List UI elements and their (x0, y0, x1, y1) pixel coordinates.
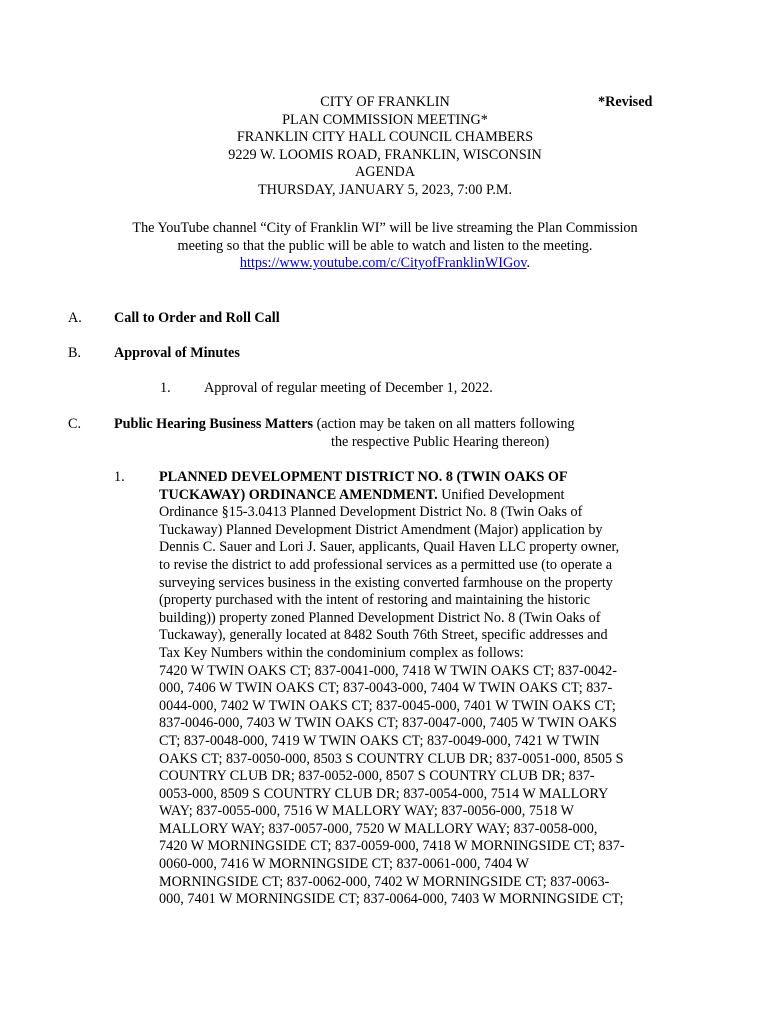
pd-item-line: Tuckaway) Planned Development District Amendment (Major) application by (159, 521, 603, 538)
section-title: Public Hearing Business Matters (114, 416, 314, 432)
section-title: Approval of Minutes (114, 345, 240, 361)
stream-line-2: meeting so that the public will be able to watch and listen to the meeting. (177, 237, 593, 254)
header-address: 9229 W. LOOMIS ROAD, FRANKLIN, WISCONSIN (228, 146, 542, 163)
revised-note: *Revised (598, 94, 653, 110)
pd-item-line: WAY; 837-0055-000, 7516 W MALLORY WAY; 837-0056-000, 7518 W (159, 803, 574, 820)
pd-item-line: 7420 W MORNINGSIDE CT; 837-0059-000, 7418 W MORNINGSIDE CT; 837- (159, 838, 625, 855)
header-location: FRANKLIN CITY HALL COUNCIL CHAMBERS (236, 129, 534, 146)
pd-item-line: 0060-000, 7416 W MORNINGSIDE CT; 837-0061-000, 7404 W (159, 856, 530, 873)
agenda-header (0, 94, 770, 200)
section-note: (action may be taken on all matters following (313, 416, 575, 432)
pd-item-line: Tax Key Numbers within the condominium complex as follows: (159, 644, 524, 661)
link-period: . (526, 255, 531, 272)
pd-item-line: Dennis C. Sauer and Lori J. Sauer, applicants, Quail Haven LLC property owner, (159, 539, 620, 556)
pd-item-line: 0053-000, 8509 S COUNTRY CLUB DR; 837-0054-000, 7514 W MALLORY (159, 785, 609, 802)
minutes-item-number: 1. (160, 380, 171, 396)
pd-item-body (159, 469, 661, 909)
pd-item-line: Ordinance §15-3.0413 Planned Development District No. 8 (Twin Oaks of (159, 504, 583, 521)
pd-item-line: 000, 7401 W MORNINGSIDE CT; 837-0064-000, 7403 W MORNINGSIDE CT; (159, 891, 624, 908)
pd-item-line: 837-0046-000, 7403 W TWIN OAKS CT; 837-0047-000, 7405 W TWIN OAKS (159, 715, 617, 732)
pd-item-line: OAKS CT; 837-0050-000, 8503 S COUNTRY CLUB DR; 837-0051-000, 8505 S (159, 750, 624, 767)
section-letter: C. (68, 416, 82, 432)
minutes-item-text: Approval of regular meeting of December 1, 2022. (204, 380, 493, 396)
pd-item-line: MORNINGSIDE CT; 837-0062-000, 7402 W MORNINGSIDE CT; 837-0063- (159, 873, 610, 890)
pd-item-line: building)) property zoned Planned Development District No. 8 (Twin Oaks of (159, 609, 601, 626)
pd-item-line: COUNTRY CLUB DR; 837-0052-000, 8507 S COUNTRY CLUB DR; 837- (159, 768, 595, 785)
section-title: Call to Order and Roll Call (114, 310, 280, 326)
section-note-continued: the respective Public Hearing thereon) (331, 434, 550, 450)
pd-item-number: 1. (114, 469, 125, 485)
header-city: CITY OF FRANKLIN (320, 94, 450, 110)
pd-item-line: 0044-000, 7402 W TWIN OAKS CT; 837-0045-000, 7401 W TWIN OAKS CT; (159, 697, 616, 714)
header-date: THURSDAY, JANUARY 5, 2023, 7:00 P.M. (257, 181, 513, 198)
pd-item-line: Unified Development (437, 486, 565, 503)
pd-item-line: surveying services business in the existing converted farmhouse on the property (159, 574, 613, 591)
pd-item-line: Tuckaway), generally located at 8482 South 76th Street, specific addresses and (159, 627, 608, 644)
pd-item-line: (property purchased with the intent of restoring and maintaining the historic (159, 592, 591, 609)
header-meeting: PLAN COMMISSION MEETING* (282, 111, 488, 128)
section-letter: B. (68, 345, 82, 361)
pd-item-line: 7420 W TWIN OAKS CT; 837-0041-000, 7418 W TWIN OAKS CT; 837-0042- (159, 662, 617, 679)
pd-item-heading-line-2: TUCKAWAY) ORDINANCE AMENDMENT. (159, 486, 438, 503)
pd-item-line: CT; 837-0048-000, 7419 W TWIN OAKS CT; 837-0049-000, 7421 W TWIN (159, 732, 600, 749)
pd-item-line: 000, 7406 W TWIN OAKS CT; 837-0043-000, 7404 W TWIN OAKS CT; 837- (159, 680, 613, 697)
pd-item-line: to revise the district to add professional services as a permitted use (to operate a (159, 556, 613, 573)
youtube-link[interactable]: https://www.youtube.com/c/CityofFranklinWIGov (239, 255, 527, 272)
header-agenda: AGENDA (355, 164, 415, 181)
stream-line-1: The YouTube channel “City of Franklin WI” will be live streaming the Plan Commission (132, 220, 638, 236)
livestream-notice (100, 220, 670, 273)
pd-item-line: MALLORY WAY; 837-0057-000, 7520 W MALLORY WAY; 837-0058-000, (159, 820, 598, 837)
pd-item-heading-line-1: PLANNED DEVELOPMENT DISTRICT NO. 8 (TWIN OAKS OF (159, 469, 568, 485)
section-letter: A. (68, 310, 82, 326)
